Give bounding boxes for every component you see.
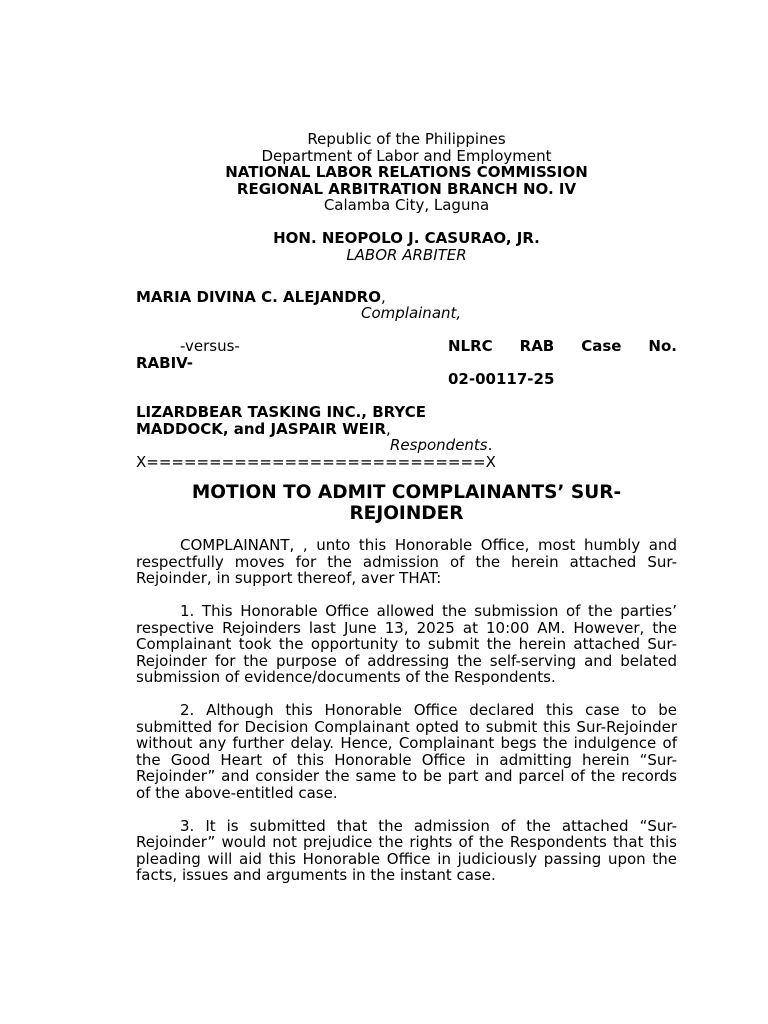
case-word-no: No. <box>648 337 677 355</box>
commission-line: NATIONAL LABOR RELATIONS COMMISSION <box>225 163 588 181</box>
versus-label: -versus- <box>180 337 240 355</box>
complainant-name: MARIA DIVINA C. ALEJANDRO <box>136 287 381 306</box>
paragraph-3: 3. It is submitted that the admission of the attached “Sur-Rejoinder” would not prejudice the rights of the Respondents that this pleading will aid this Honorable Office in judiciously passing upon the facts, issues and arguments in the instant case. <box>136 816 677 884</box>
document-page <box>136 131 677 884</box>
motion-title: MOTION TO ADMIT COMPLAINANTS’ SUR-REJOINDER <box>191 482 622 524</box>
paragraph-2: 2. Although this Honorable Office declared this case to be submitted for Decision Complainant opted to submit this Sur-Rejoinder without any further delay. Hence, Complainant begs the indulgence of the Good Heart of this Honorable Office in admitting herein “Sur-Rejoinder” and consider the same to be part and parcel of the records of the above-entitled case. <box>136 701 677 802</box>
versus-row <box>136 338 677 355</box>
city-line: Calamba City, Laguna <box>323 196 490 214</box>
case-number-header <box>448 338 677 355</box>
arbiter-name: HON. NEOPOLO J. CASURAO, JR. <box>273 229 540 247</box>
paragraph-1: 1. This Honorable Office allowed the submission of the parties’ respective Rejoinders last June 13, 2025 at 10:00 AM. However, the Complainant took the opportunity to submit the herein attached Sur-Rejoinder for the purpose of addressing the self-serving and belated submission of evidence/documents of the Respondents. <box>136 602 677 686</box>
respondents-comma: , <box>386 419 391 438</box>
department-line: Department of Labor and Employment <box>261 146 552 165</box>
republic-line: Republic of the Philippines <box>307 130 506 148</box>
case-word-rab: RAB <box>519 337 555 355</box>
branch-line: REGIONAL ARBITRATION BRANCH NO. IV <box>236 179 577 198</box>
respondents-label: Respondents <box>390 436 488 454</box>
case-caption <box>136 289 677 471</box>
arbiter-title: LABOR ARBITER <box>346 245 467 264</box>
complainant-line <box>136 289 677 306</box>
case-number: 02-00117-25 <box>448 370 555 388</box>
case-word-nlrc: NLRC <box>448 337 493 355</box>
complainant-comma: , <box>380 287 386 306</box>
respondents-line-2-wrap <box>136 421 677 438</box>
case-prefix: RABIV- <box>136 353 193 372</box>
respondents-line-2: MADDOCK, and JASPAIR WEIR <box>136 419 386 438</box>
intro-paragraph: COMPLAINANT, , unto this Honorable Office, most humbly and respectfully moves for the admission of the herein attached Sur-Rejoinder, in support thereof, aver THAT: <box>136 536 677 587</box>
respondents-label-wrap <box>136 437 677 454</box>
court-header <box>136 131 677 263</box>
respondents-line-1: LIZARDBEAR TASKING INC., BRYCE <box>136 403 426 421</box>
caption-separator: X===========================X <box>136 452 496 471</box>
case-word-case: Case <box>581 337 622 355</box>
complainant-label: Complainant, <box>361 304 462 322</box>
respondents-period: . <box>487 436 493 454</box>
